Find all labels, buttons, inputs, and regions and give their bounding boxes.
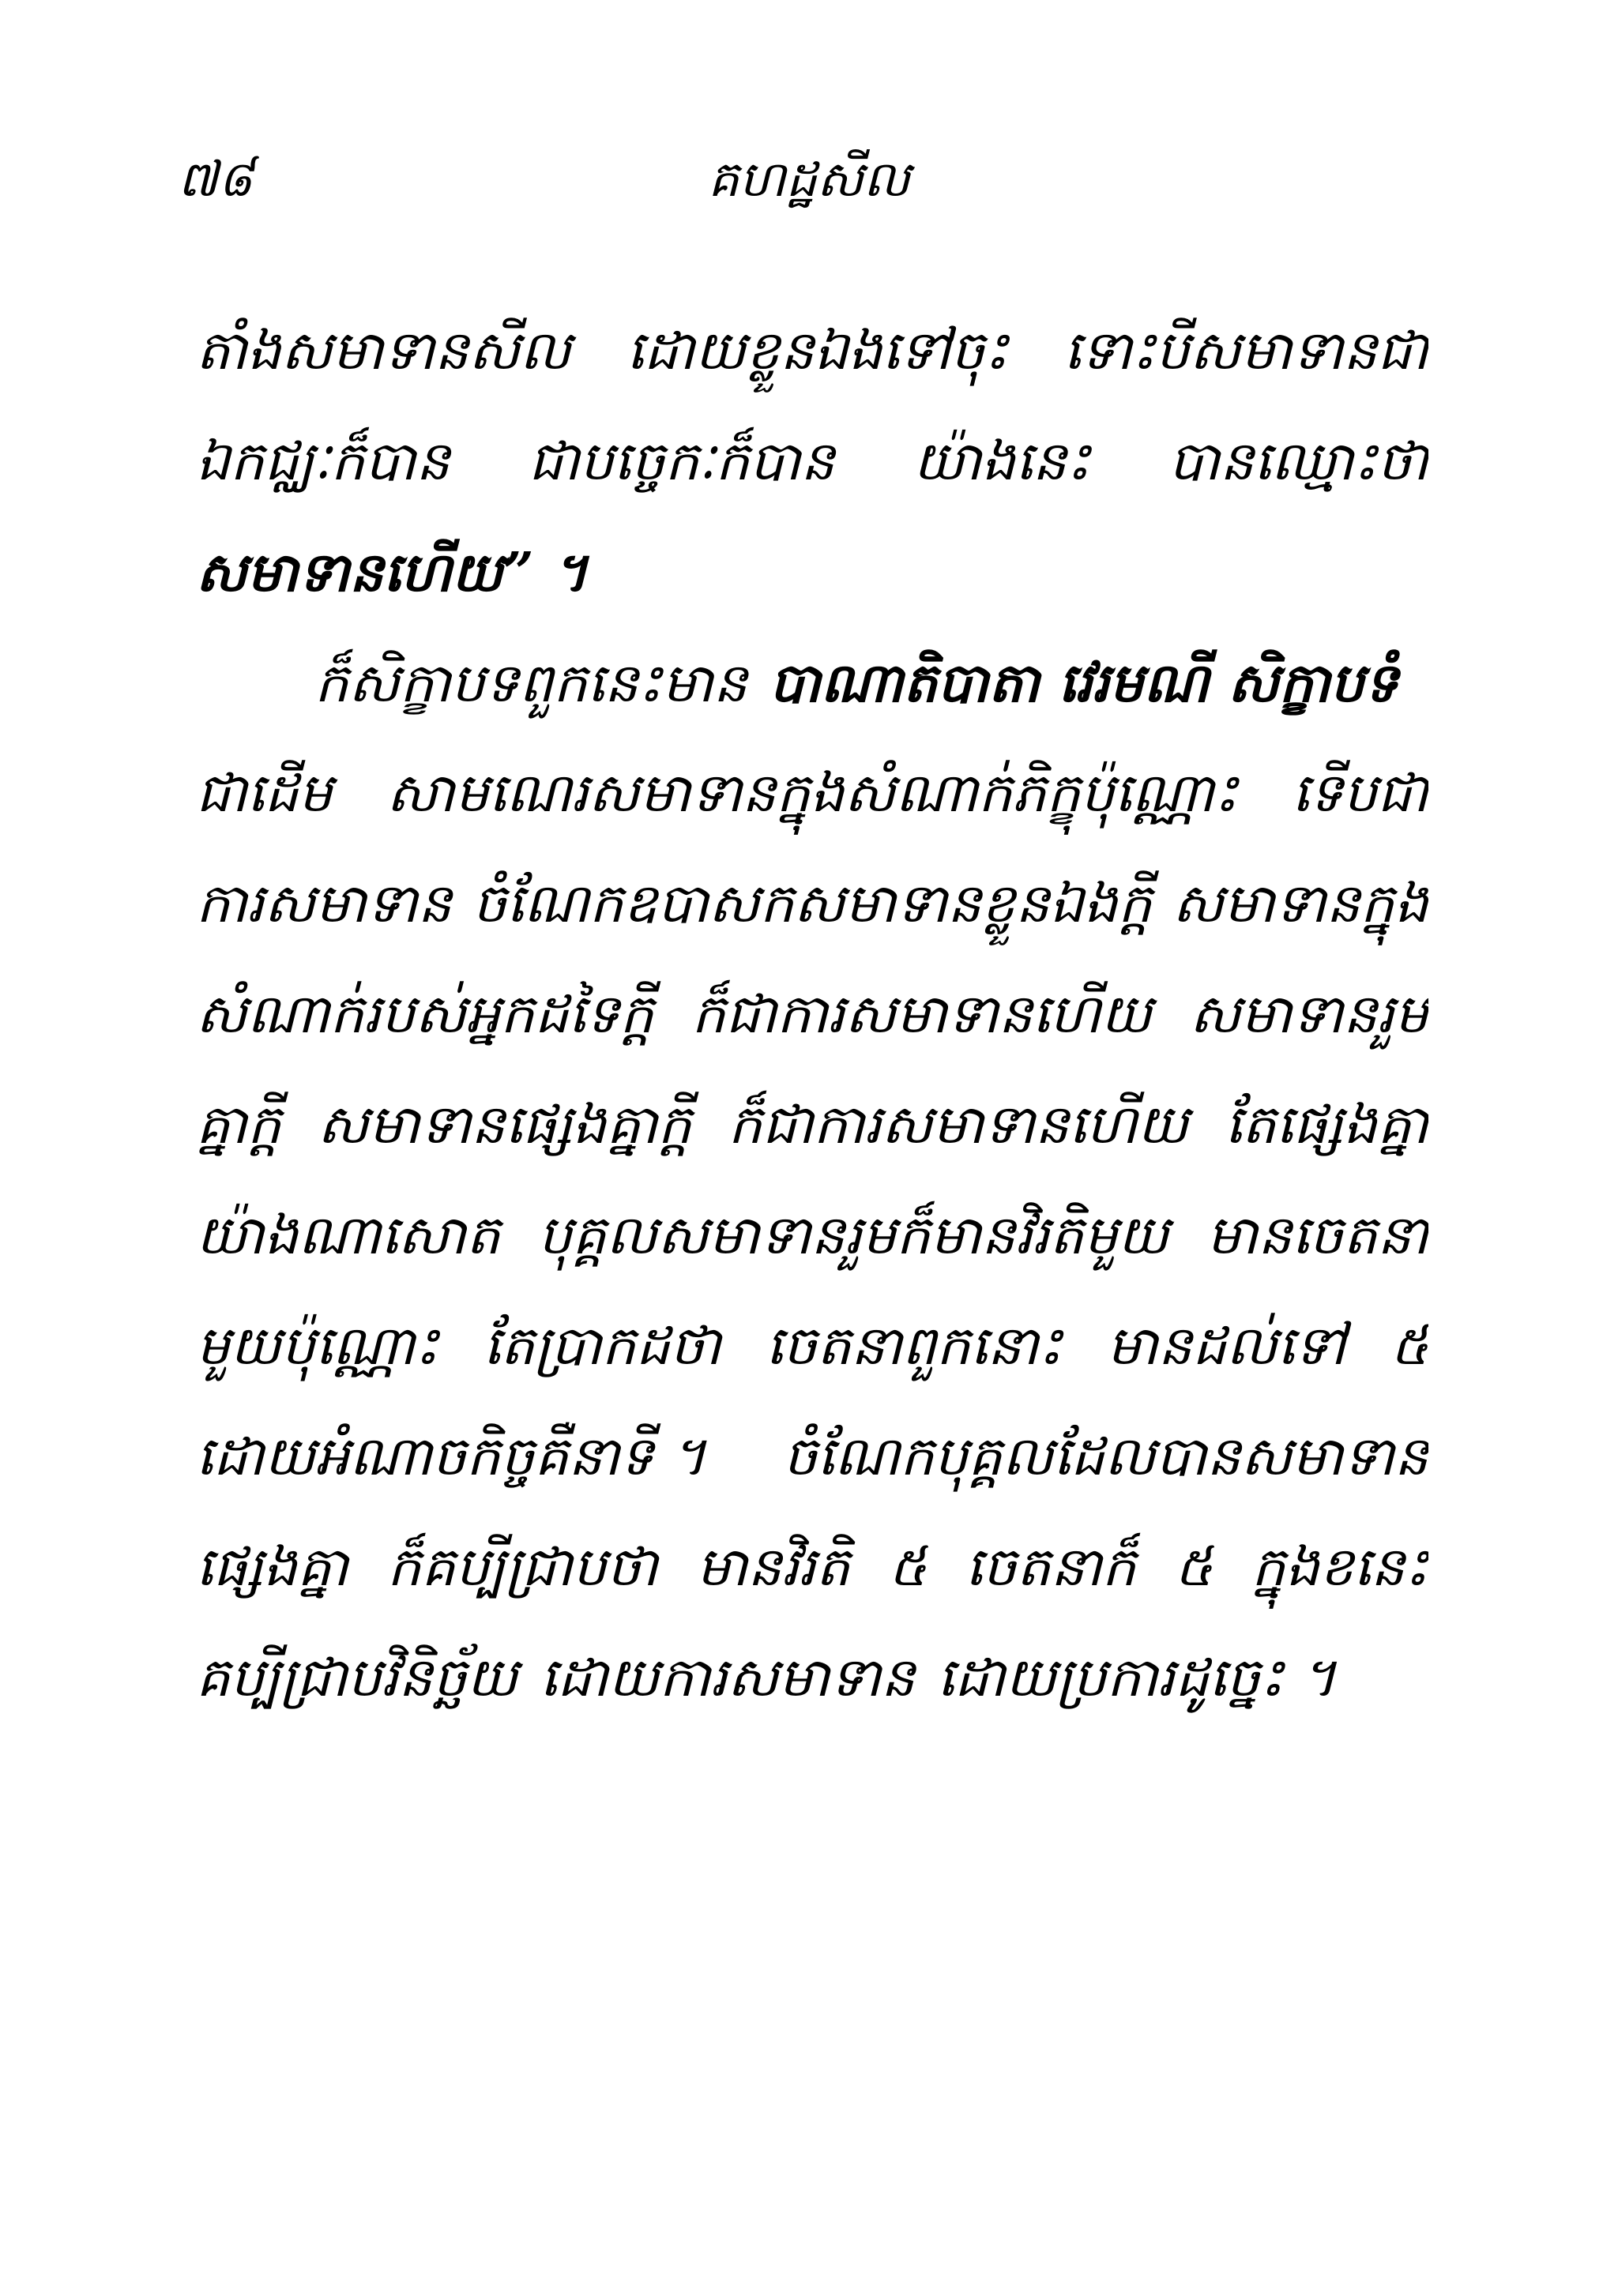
text-segment: ឯកជ្ឈៈក៏បាន: [196, 430, 450, 493]
text-segment: សមាទានផ្សេងគ្នាក្តី: [317, 1094, 692, 1156]
text-segment: សមាទានក្នុង: [1172, 873, 1428, 935]
page-number: ៧៨: [178, 150, 253, 208]
text-segment: ចំណែកបុគ្គលដែលបានសមាទាន: [783, 1426, 1428, 1488]
text-line: [196, 738, 1428, 849]
text-segment: មានដល់ទៅ: [1107, 1315, 1346, 1377]
text-segment: បុគ្គលសមាទានរួមក៏មានវិរតិមួយ: [538, 1204, 1169, 1267]
text-segment: មានចេតនា: [1206, 1204, 1428, 1267]
text-line: [196, 1402, 1428, 1513]
text-segment: ទោះបីសមាទានជា: [1063, 320, 1428, 382]
text-segment: សមាទានហើយ” ។: [196, 541, 589, 604]
text-segment: ក៏សិក្ខាបទពួកនេះមាន: [314, 652, 747, 715]
text-segment: បានឈ្មោះថា: [1168, 430, 1428, 493]
text-segment: តាំងសមាទានសីល: [196, 320, 571, 382]
text-segment: មួយប៉ុណ្ណោះ: [196, 1315, 439, 1377]
text-line: [196, 1513, 1428, 1623]
text-segment: ជាបច្ចេកៈក៏បាន: [528, 430, 835, 493]
text-segment: ក៏គប្បីជ្រាបថា: [386, 1536, 658, 1599]
text-segment: ៥: [888, 1536, 927, 1599]
text-segment: ផ្សេងគ្នា: [196, 1536, 348, 1599]
text-segment: ៥: [1390, 1315, 1428, 1377]
text-segment: ដោយខ្លួនឯងទៅចុះ: [627, 320, 1009, 382]
running-title: គហដ្ឋសីល: [708, 150, 910, 208]
text-line: [196, 407, 1428, 517]
text-segment: ការសមាទាន: [196, 873, 452, 935]
text-line: [196, 628, 1428, 738]
text-line: [196, 1070, 1428, 1181]
text-segment: បាណាតិបាតា វេរមណី សិក្ខាបទំ: [769, 652, 1398, 715]
text-segment: ជាដើម: [196, 762, 333, 825]
text-line: [196, 960, 1428, 1070]
body-text: [196, 296, 1428, 1734]
text-segment: យ៉ាងណាសោត: [196, 1204, 501, 1267]
text-segment: គប្បីជ្រាបវិនិច្ឆ័យ: [196, 1647, 518, 1709]
text-segment: ដោយអំណាចកិច្ចគឺនាទី ។: [196, 1426, 706, 1488]
text-segment: ក៏ជាការសមាទានហើយ: [691, 983, 1152, 1046]
text-segment: ក្នុងខនេះ: [1251, 1536, 1428, 1599]
text-segment: ៥: [1174, 1536, 1213, 1599]
text-segment: យ៉ាងនេះ: [912, 430, 1090, 493]
text-line: [196, 1291, 1428, 1402]
text-segment: ចេតនាពួកនោះ: [766, 1315, 1063, 1377]
text-segment: សមាទានរួម: [1189, 983, 1428, 1046]
text-segment: ដោយប្រការដូច្នេះ ។: [937, 1647, 1337, 1709]
text-line: [196, 849, 1428, 960]
text-segment: សាមណេរសមាទានក្នុងសំណាក់ភិក្ខុប៉ុណ្ណោះ: [386, 762, 1238, 825]
text-segment: តែប្រាកដថា: [483, 1315, 721, 1377]
text-segment: ក៏ជាការសមាទានហើយ: [728, 1094, 1189, 1156]
text-segment: ចេតនាក៏: [965, 1536, 1136, 1599]
text-line: [196, 1181, 1428, 1291]
text-segment: តែផ្សេងគ្នា: [1225, 1094, 1428, 1156]
text-line: [196, 296, 1428, 407]
text-segment: មានវិរតិ: [696, 1536, 850, 1599]
text-segment: គ្នាក្តី: [196, 1094, 281, 1156]
text-segment: ដោយការសមាទាន: [540, 1647, 916, 1709]
text-segment: ទើបជា: [1292, 762, 1428, 825]
text-segment: សំណាក់របស់អ្នកដទៃក្តី: [196, 983, 654, 1046]
text-segment: ចំណែកឧបាសកសមាទានខ្លួនឯងក្តី: [472, 873, 1152, 935]
text-line: [196, 1623, 1428, 1734]
text-line: [196, 517, 1428, 628]
